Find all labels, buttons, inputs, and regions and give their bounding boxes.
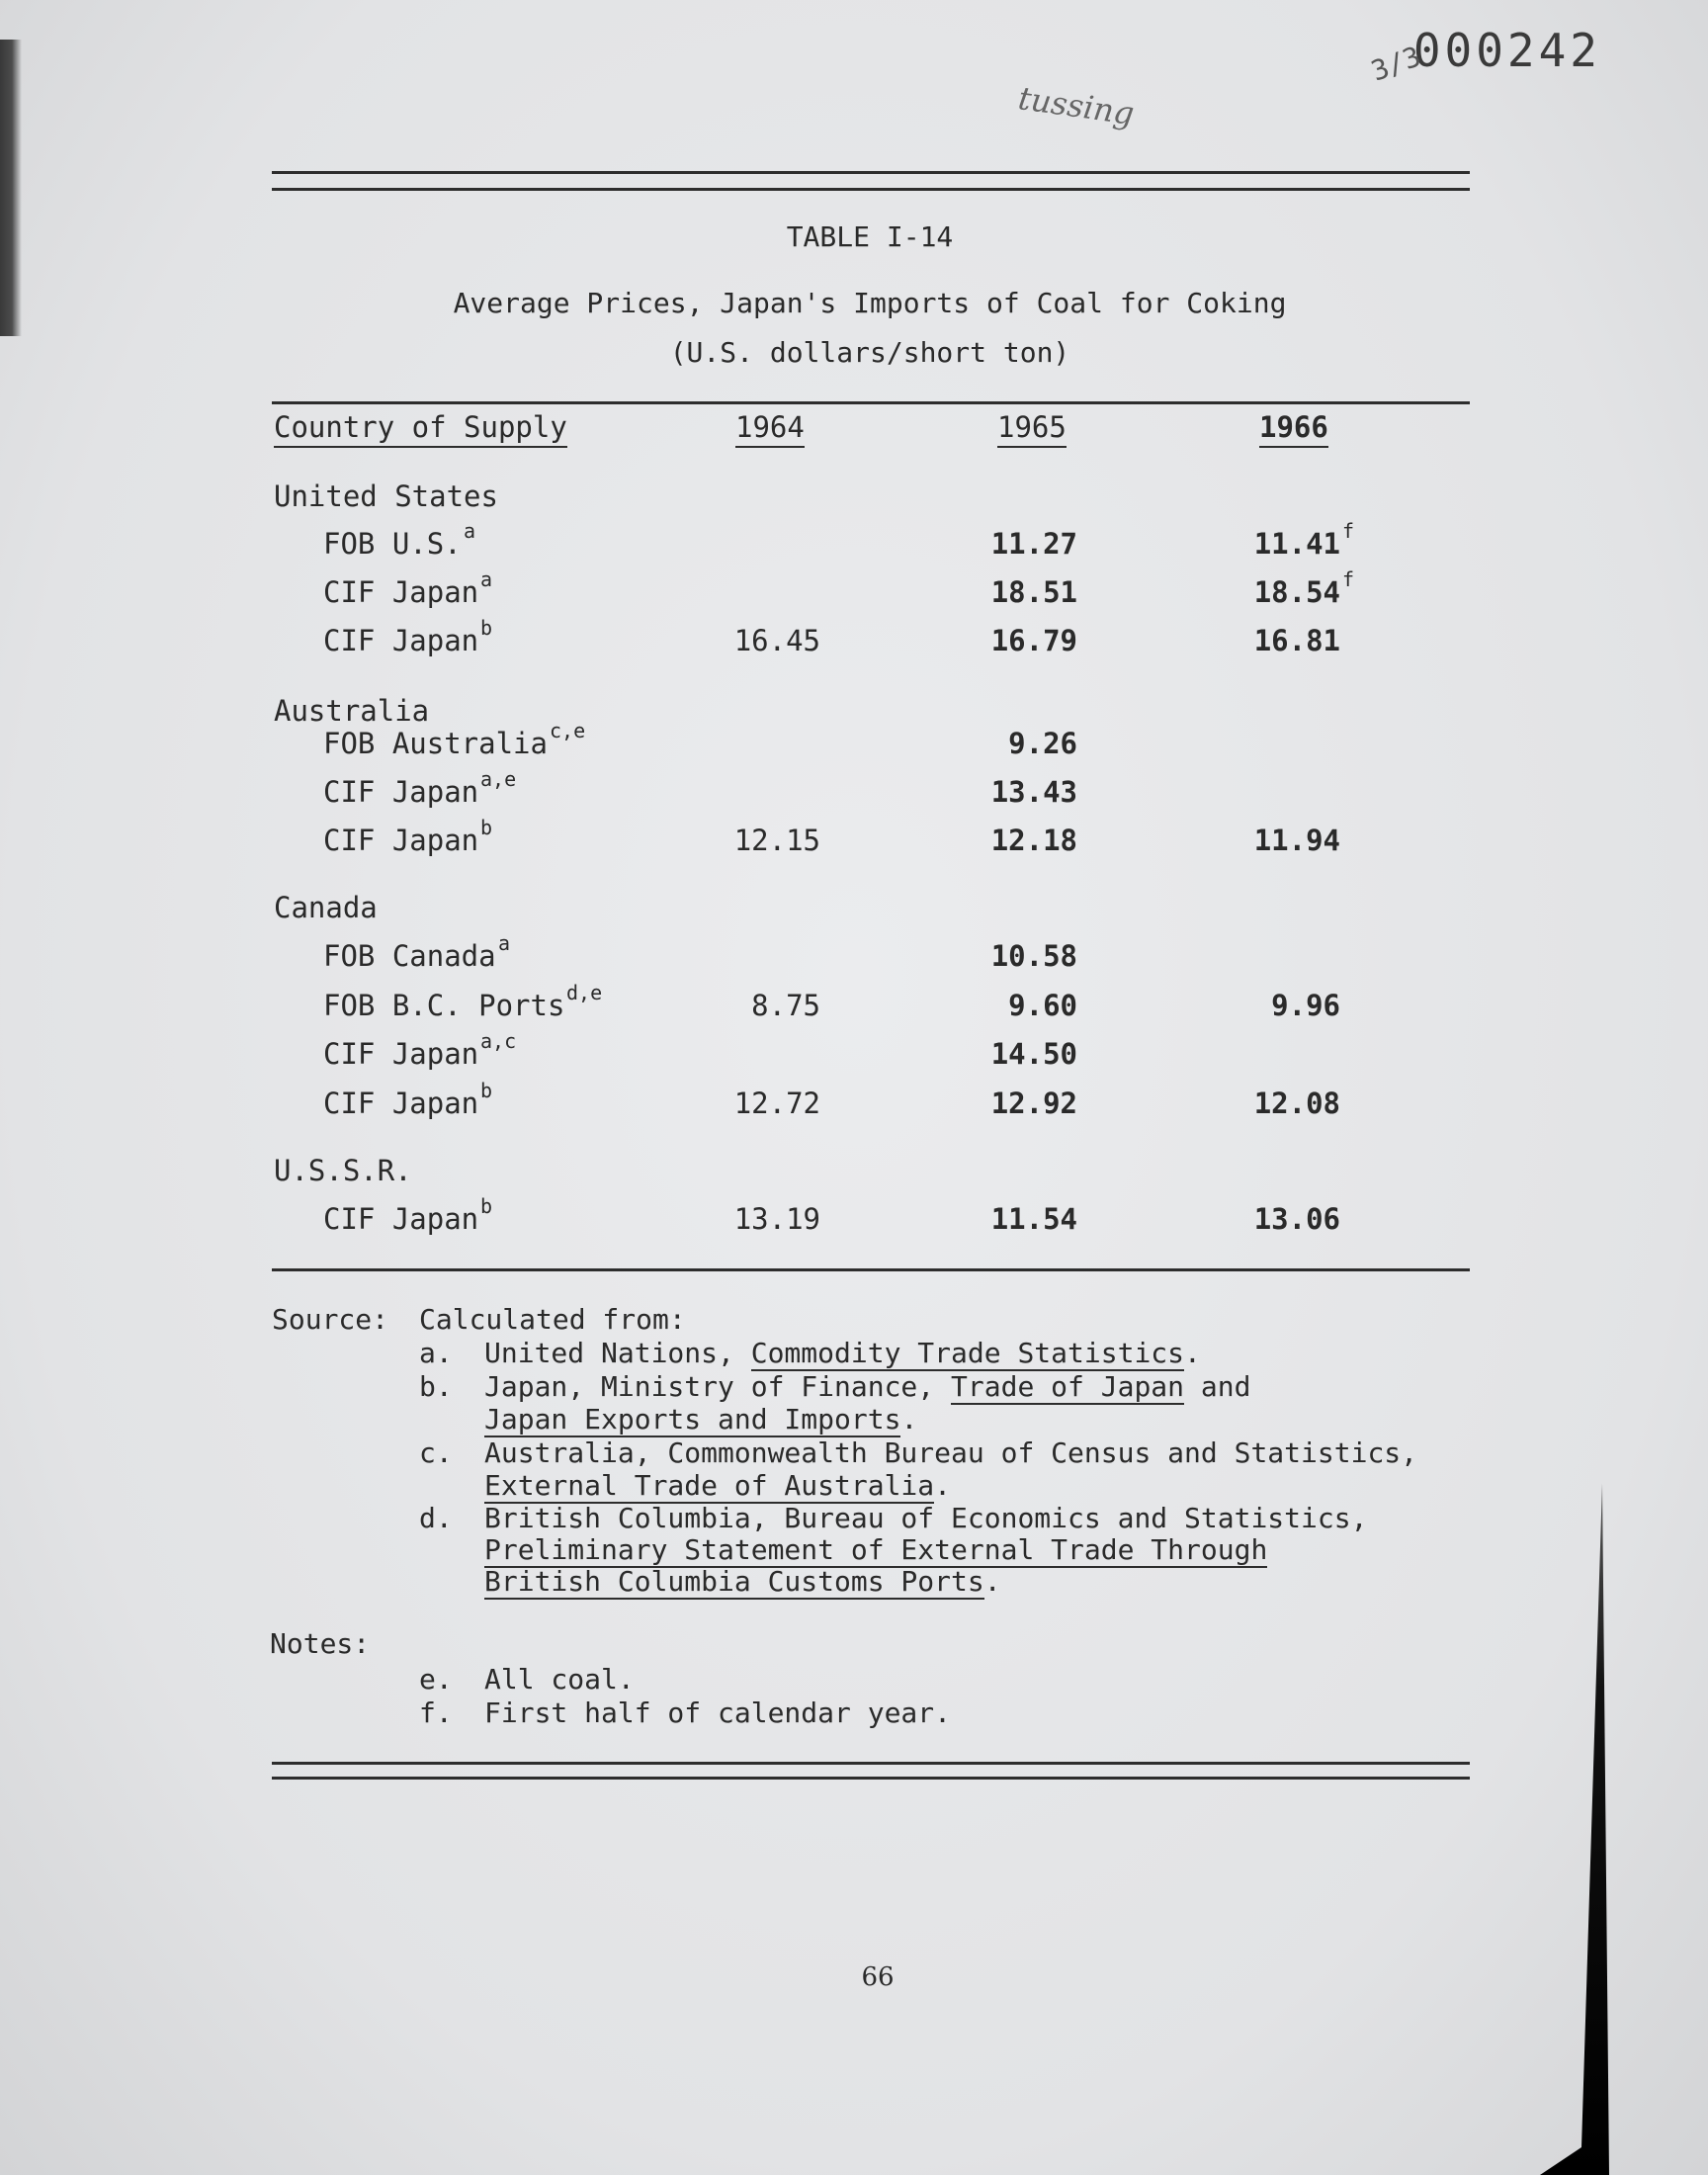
value-1965: 9.26 bbox=[1008, 727, 1077, 760]
table-row: CIF Japan a,c 14.50 bbox=[323, 1029, 1077, 1071]
notes-label: Notes: bbox=[270, 1627, 371, 1660]
table-row: FOB B.C. Ports d,e 8.75 9.60 9.96 bbox=[323, 981, 1340, 1022]
value-1964: 8.75 bbox=[751, 989, 820, 1022]
country-group-row bbox=[0, 479, 1708, 519]
value-1965: 9.60 bbox=[1008, 989, 1077, 1022]
source-c-line2: External Trade of Australia. bbox=[484, 1469, 952, 1502]
note-e: All coal. bbox=[484, 1663, 635, 1696]
value-1966: 13.06 bbox=[1253, 1202, 1340, 1236]
price-basis-label: CIF Japan bbox=[323, 775, 479, 809]
table-subtitle: (U.S. dollars/short ton) bbox=[669, 336, 1070, 369]
header-1966: 1966 bbox=[1259, 410, 1328, 448]
table-row: CIF Japan b 16.45 16.79 16.81 bbox=[323, 616, 1340, 657]
country-name: United States bbox=[274, 479, 498, 513]
page-number: 66 bbox=[861, 1962, 895, 1992]
header-1965: 1965 bbox=[997, 410, 1067, 448]
source-d: British Columbia, Bureau of Economics and Statistics, bbox=[484, 1502, 1368, 1534]
source-c-title: External Trade of Australia bbox=[484, 1469, 935, 1502]
table-row: CIF Japan b 12.15 12.18 11.94 bbox=[323, 816, 1340, 857]
header-rule bbox=[272, 401, 1470, 404]
price-basis-label: CIF Japan bbox=[323, 824, 479, 857]
top-rule-2 bbox=[272, 188, 1470, 191]
value-1965: 16.79 bbox=[990, 624, 1077, 657]
value-1965: 11.54 bbox=[990, 1202, 1077, 1236]
source-d-title-1: Preliminary Statement of External Trade Through bbox=[484, 1533, 1268, 1566]
value-1966: 11.94 bbox=[1253, 824, 1340, 857]
scan-corner-shadow bbox=[1540, 1483, 1609, 2175]
source-d-line2 bbox=[484, 1533, 1267, 1566]
value-1966: 9.96 bbox=[1271, 989, 1340, 1022]
footer-rule-2 bbox=[272, 1777, 1470, 1780]
value-1965: 10.58 bbox=[990, 939, 1077, 973]
price-basis-label: CIF Japan bbox=[323, 1087, 479, 1120]
value-1966: 16.81 bbox=[1253, 624, 1340, 657]
country-name: Australia bbox=[274, 694, 430, 728]
source-d-line3: British Columbia Customs Ports. bbox=[484, 1565, 1001, 1598]
source-b-letter: b. bbox=[419, 1370, 453, 1403]
value-1966: 11.41 bbox=[1253, 527, 1340, 561]
value-1966: 12.08 bbox=[1253, 1087, 1340, 1120]
price-basis-label: CIF Japan bbox=[323, 575, 479, 609]
country-group-row bbox=[0, 1154, 1708, 1193]
value-1965: 11.27 bbox=[990, 527, 1077, 561]
value-1965: 12.18 bbox=[990, 824, 1077, 857]
top-rule-1 bbox=[272, 171, 1470, 174]
value-1964: 16.45 bbox=[733, 624, 820, 657]
table-row: FOB Canada a 10.58 bbox=[323, 931, 1077, 973]
table-number: TABLE I-14 bbox=[786, 220, 954, 253]
document-number: 000242 bbox=[1412, 24, 1601, 77]
value-1965: 14.50 bbox=[990, 1037, 1077, 1071]
price-basis-label: FOB U.S. bbox=[323, 527, 462, 561]
value-1966: 18.54 bbox=[1253, 575, 1340, 609]
table-row: CIF Japan b 13.19 11.54 13.06 bbox=[323, 1194, 1340, 1236]
price-basis-label: FOB B.C. Ports bbox=[323, 989, 565, 1022]
price-basis-label: FOB Australia bbox=[323, 727, 548, 760]
header-1964: 1964 bbox=[735, 410, 805, 448]
source-b-title-1: Trade of Japan bbox=[951, 1370, 1185, 1403]
country-name: Canada bbox=[274, 891, 378, 924]
source-intro: Calculated from: bbox=[419, 1303, 686, 1336]
source-b-title-2: Japan Exports and Imports bbox=[484, 1403, 901, 1436]
source-c-letter: c. bbox=[419, 1436, 453, 1469]
source-d-letter: d. bbox=[419, 1502, 453, 1534]
source-a: United Nations, Commodity Trade Statistics. bbox=[484, 1337, 1201, 1369]
table-row: CIF Japan b 12.72 12.92 12.08 bbox=[323, 1079, 1340, 1120]
table-row: CIF Japan a 18.51 18.54 f bbox=[323, 567, 1355, 609]
table-title: Average Prices, Japan's Imports of Coal for Coking bbox=[453, 287, 1287, 319]
header-country: Country of Supply bbox=[274, 410, 567, 448]
value-1964: 13.19 bbox=[733, 1202, 820, 1236]
value-1965: 18.51 bbox=[990, 575, 1077, 609]
price-basis-label: CIF Japan bbox=[323, 1037, 479, 1071]
table-row: FOB Australia c,e 9.26 bbox=[323, 719, 1077, 760]
source-label: Source: bbox=[272, 1303, 389, 1336]
page-fraction: 3/3 bbox=[1367, 40, 1426, 88]
note-f: First half of calendar year. bbox=[484, 1696, 952, 1729]
price-basis-label: FOB Canada bbox=[323, 939, 496, 973]
value-1965: 12.92 bbox=[990, 1087, 1077, 1120]
table-row: FOB U.S. a 11.27 11.41 f bbox=[323, 519, 1355, 561]
price-basis-label: CIF Japan bbox=[323, 624, 479, 657]
footer-rule-1 bbox=[272, 1762, 1470, 1765]
note-f-letter: f. bbox=[419, 1696, 453, 1729]
value-1964: 12.72 bbox=[733, 1087, 820, 1120]
source-d-title-2: British Columbia Customs Ports bbox=[484, 1565, 984, 1598]
value-1965: 13.43 bbox=[990, 775, 1077, 809]
country-group-row bbox=[0, 891, 1708, 930]
source-b: Japan, Ministry of Finance, Trade of Japan and bbox=[484, 1370, 1251, 1403]
handwritten-note: tussing bbox=[1015, 78, 1137, 133]
source-a-title: Commodity Trade Statistics bbox=[750, 1337, 1185, 1369]
price-basis-label: CIF Japan bbox=[323, 1202, 479, 1236]
bottom-table-rule bbox=[272, 1268, 1470, 1271]
note-e-letter: e. bbox=[419, 1663, 453, 1696]
country-name: U.S.S.R. bbox=[274, 1154, 412, 1187]
source-b-line2: Japan Exports and Imports. bbox=[484, 1403, 918, 1436]
table-row: CIF Japan a,e 13.43 bbox=[323, 767, 1077, 809]
source-a-letter: a. bbox=[419, 1337, 453, 1369]
value-1964: 12.15 bbox=[733, 824, 820, 857]
source-c: Australia, Commonwealth Bureau of Census and Statistics, bbox=[484, 1436, 1418, 1469]
